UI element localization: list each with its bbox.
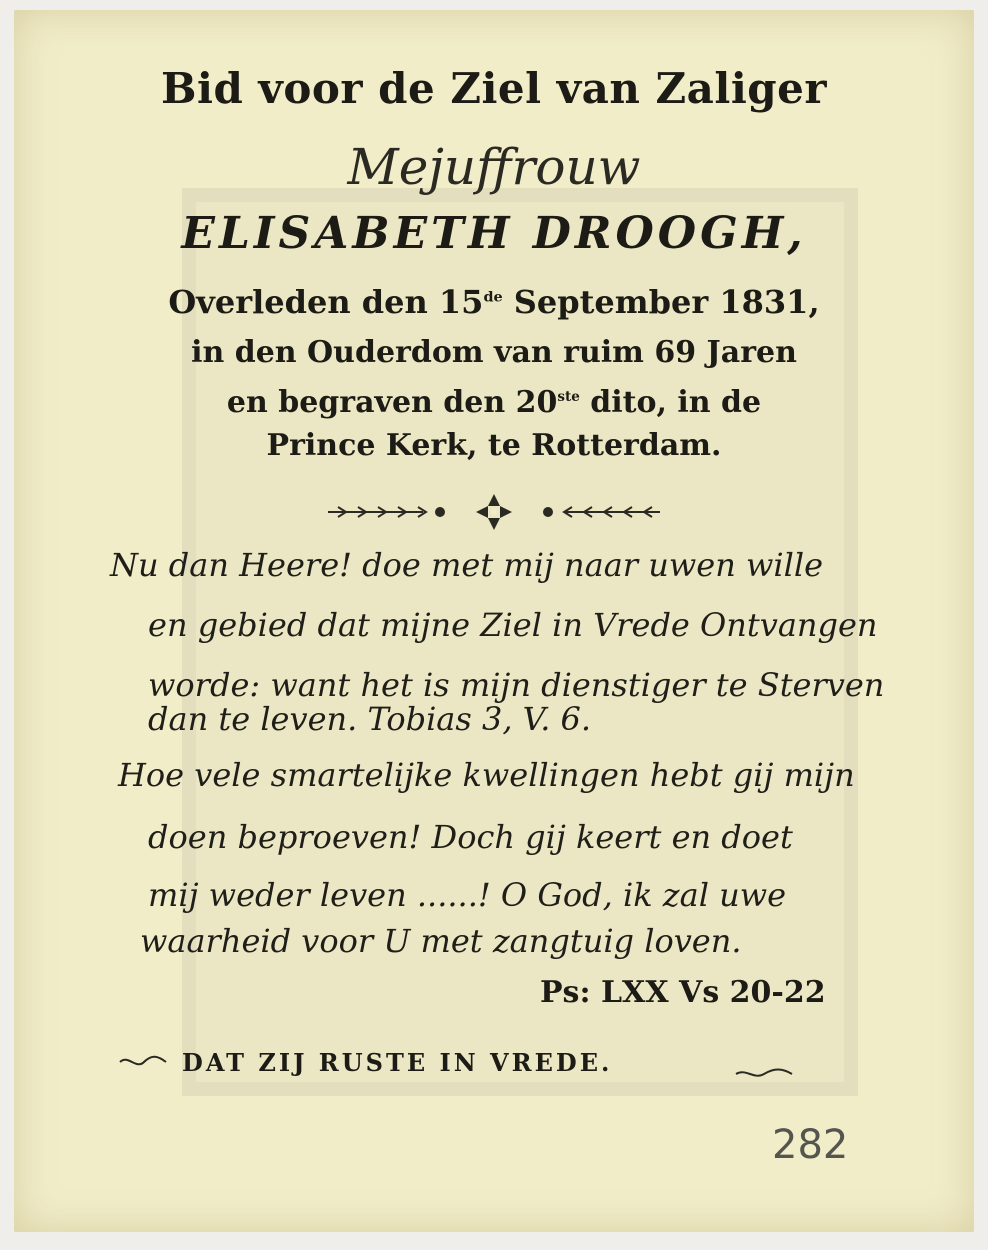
closing-line: DAT ZIJ RUSTE IN VREDE. <box>182 1048 613 1077</box>
burial-date-text: en begraven den 20 <box>226 385 558 420</box>
left-flourish-icon <box>118 1050 168 1074</box>
burial-date-suffix: ste <box>557 389 580 405</box>
prayer-line-5: Hoe vele smartelijke kwellingen hebt gij mijn <box>118 756 855 794</box>
archive-number: 282 <box>772 1122 849 1168</box>
age-line: in den Ouderdom van ruim 69 Jaren <box>191 335 797 370</box>
death-date-line <box>0 283 988 321</box>
burial-date-line <box>0 385 988 420</box>
right-flourish-icon <box>734 1064 794 1084</box>
prayer-line-3: worde: want het is mijn dienstiger te Sterven <box>148 666 885 704</box>
death-date-text: Overleden den 15 <box>168 283 484 321</box>
burial-date-rest: dito, in de <box>579 385 762 420</box>
prayer-line-6: doen beproeven! Doch gij keert en doet <box>148 818 793 856</box>
burial-place-line: Prince Kerk, te Rotterdam. <box>266 428 722 463</box>
prayer-line-7: mij weder leven ......! O God, ik zal uwe <box>148 876 787 914</box>
psalm-reference: Ps: LXX Vs 20-22 <box>540 975 826 1010</box>
prayer-line-1: Nu dan Heere! doe met mij naar uwen wille <box>110 546 823 584</box>
prayer-line-4: dan te leven. Tobias 3, V. 6. <box>148 700 592 738</box>
heading-line-1: Bid voor de Ziel van Zaliger <box>160 64 828 113</box>
deceased-name: ELISABETH DROOGH, <box>181 208 807 259</box>
cross-ornament-icon <box>328 492 660 532</box>
death-date-suffix: de <box>483 288 503 306</box>
heading-line-2: Mejuffrouw <box>347 138 641 196</box>
prayer-line-2: en gebied dat mijne Ziel in Vrede Ontvangen <box>148 606 878 644</box>
prayer-line-8: waarheid voor U met zangtuig loven. <box>140 922 742 960</box>
death-date-month: September 1831, <box>502 283 820 321</box>
